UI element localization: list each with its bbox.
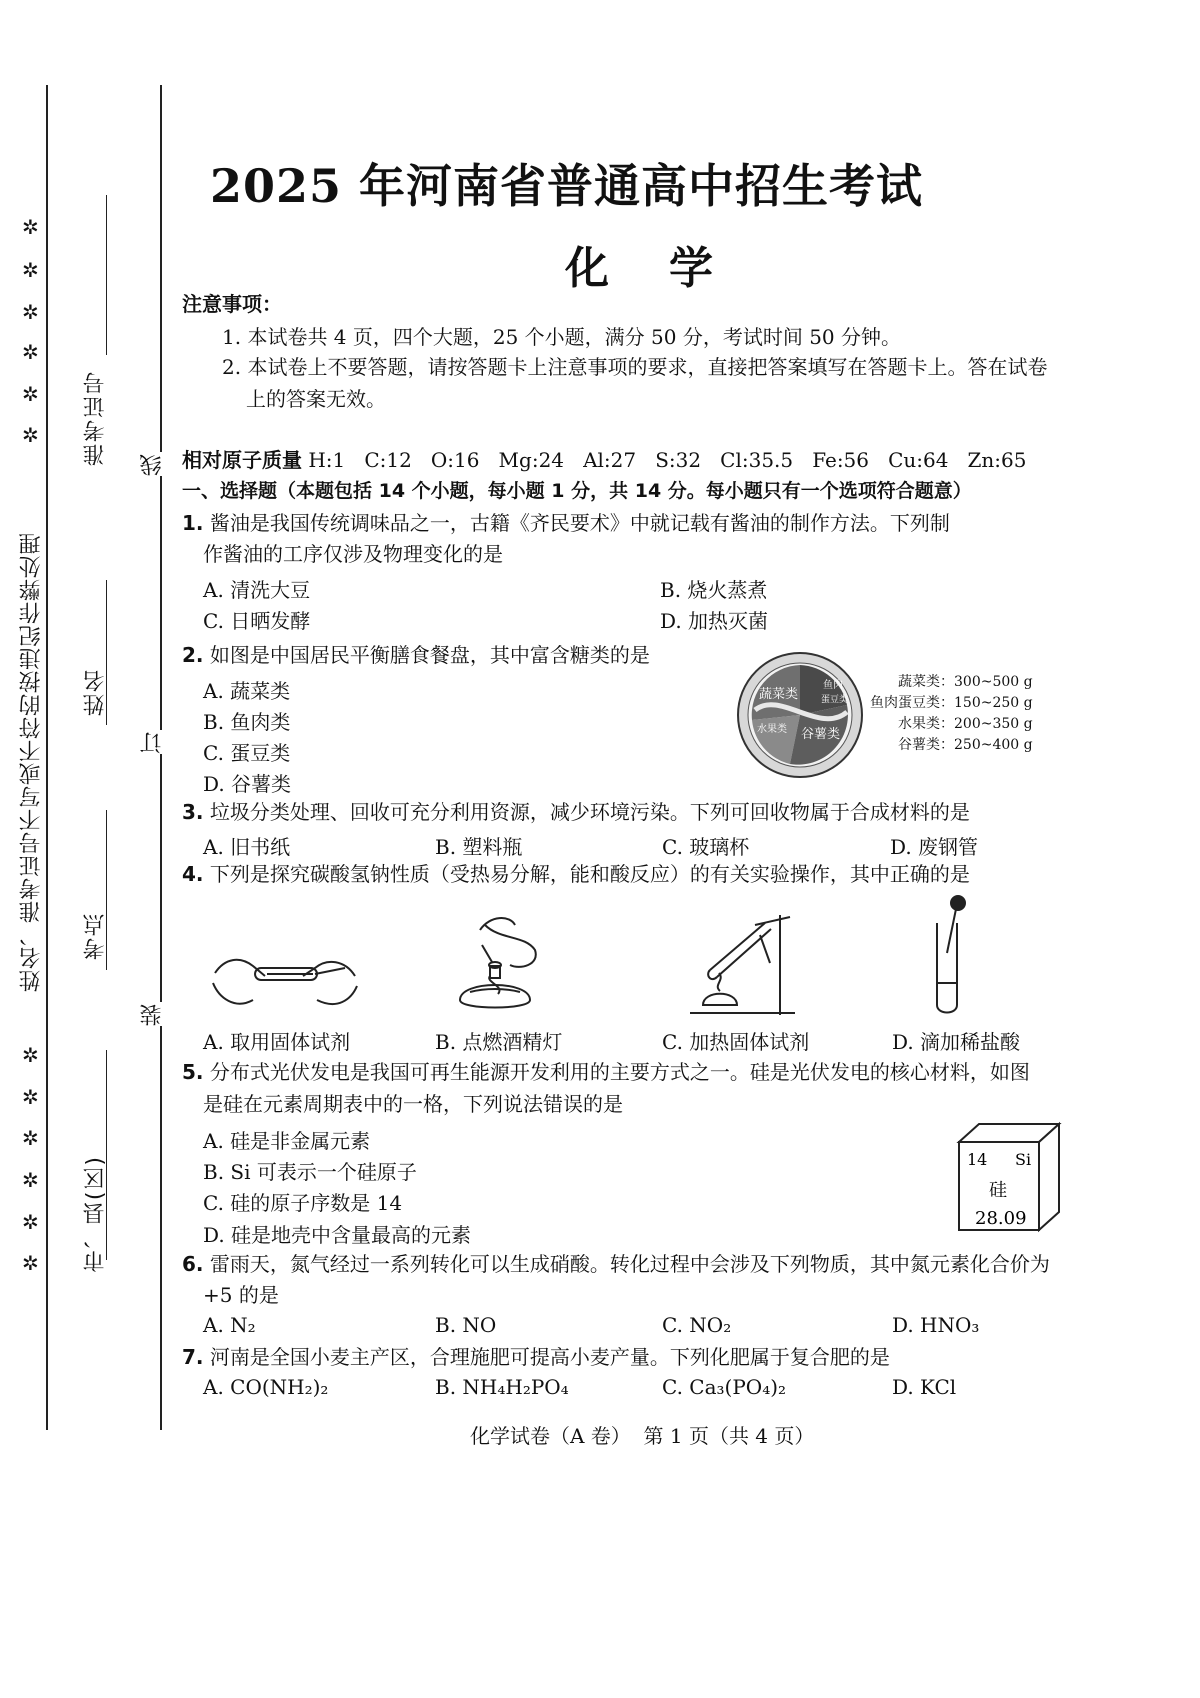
plate-label-veg: 蔬菜类 xyxy=(759,687,799,702)
q2-option-d[interactable]: D. 谷薯类 xyxy=(203,772,292,796)
notes-item-2b: 上的答案无效。 xyxy=(246,387,386,411)
q5-option-c[interactable]: C. 硅的原子序数是 14 xyxy=(203,1191,403,1215)
q1-number: 1. xyxy=(182,511,204,535)
plate-legend-item: 鱼肉蛋豆类：150~250 g xyxy=(870,695,1033,711)
q2-number: 2. xyxy=(182,643,204,667)
q5-stem-b: 是硅在元素周期表中的一格，下列说法错误的是 xyxy=(203,1092,623,1116)
q7-option-d[interactable]: D. KCl xyxy=(892,1375,957,1399)
q6-number: 6. xyxy=(182,1252,204,1276)
silicon-name: 硅 xyxy=(989,1180,1007,1201)
q5-option-a[interactable]: A. 硅是非金属元素 xyxy=(203,1129,371,1153)
silicon-atomic-number: 14 xyxy=(967,1150,988,1169)
balanced-diet-plate xyxy=(735,650,865,780)
star-icon: ✲ xyxy=(22,1126,39,1150)
notes-item-2a: 2. 本试卷上不要答题，请按答题卡上注意事项的要求，直接把答案填写在答题卡上。答在试卷 xyxy=(222,355,1048,379)
q7-stem xyxy=(182,1340,890,1374)
q4-option-b[interactable]: B. 点燃酒精灯 xyxy=(435,1030,563,1054)
q5-stem-a xyxy=(182,1055,1030,1089)
q4-illustration-d xyxy=(925,893,975,1018)
field-ticket-line[interactable] xyxy=(106,195,107,355)
atomic-mass-values: H:1 C:12 O:16 Mg:24 Al:27 S:32 Cl:35.5 Fe:56 Cu:64 Zn:65 xyxy=(308,448,1027,472)
q3-stem-text: 垃圾分类处理、回收可充分利用资源，减少环境污染。下列可回收物属于合成材料的是 xyxy=(209,800,970,824)
q7-option-c[interactable]: C. Ca₃(PO₄)₂ xyxy=(662,1375,787,1399)
q7-option-b[interactable]: B. NH₄H₂PO₄ xyxy=(435,1375,569,1399)
field-ticket-label: 准考证号 xyxy=(83,370,108,466)
star-icon: ✲ xyxy=(22,1168,39,1192)
plate-label-grain: 谷薯类 xyxy=(801,727,841,742)
q3-option-d[interactable]: D. 废钢管 xyxy=(890,835,979,859)
q4-illustration-a xyxy=(205,938,365,1018)
q4-illustration-b xyxy=(440,910,560,1020)
cheating-warning: 姓名、准考证号不写或不符的按违纪作弊处理 xyxy=(19,532,44,992)
star-icon: ✲ xyxy=(22,1210,39,1234)
q6-option-b[interactable]: B. NO xyxy=(435,1313,497,1337)
field-city-label: 市、县(区) xyxy=(83,1155,108,1273)
q6-option-a[interactable]: A. N₂ xyxy=(203,1313,256,1337)
q3-option-a[interactable]: A. 旧书纸 xyxy=(203,835,291,859)
q5-number: 5. xyxy=(182,1060,204,1084)
binding-mark-ding: 订 xyxy=(137,730,168,754)
section1-heading: 一、选择题（本题包括 14 个小题，每小题 1 分，共 14 分。每小题只有一个选项符合题意） xyxy=(182,480,972,502)
q7-option-a[interactable]: A. CO(NH₂)₂ xyxy=(203,1375,329,1399)
notes-item-1: 1. 本试卷共 4 页，四个大题，25 个小题，满分 50 分，考试时间 50 分钟。 xyxy=(222,325,902,349)
q1-stem-text: 酱油是我国传统调味品之一，古籍《齐民要术》中就记载有酱油的制作方法。下列制 xyxy=(209,511,950,535)
q5-option-b[interactable]: B. Si 可表示一个硅原子 xyxy=(203,1160,417,1184)
q5-option-d[interactable]: D. 硅是地壳中含量最高的元素 xyxy=(203,1223,472,1247)
q2-stem xyxy=(182,638,650,672)
plate-legend xyxy=(870,672,1033,756)
q1-stem-a xyxy=(182,506,950,540)
silicon-atomic-mass: 28.09 xyxy=(975,1208,1027,1229)
q6-stem-a xyxy=(182,1247,1050,1281)
q3-option-b[interactable]: B. 塑料瓶 xyxy=(435,835,523,859)
q2-option-c[interactable]: C. 蛋豆类 xyxy=(203,741,291,765)
q7-number: 7. xyxy=(182,1345,204,1369)
silicon-periodic-cell xyxy=(955,1120,1065,1235)
field-site-line[interactable] xyxy=(106,810,107,970)
plate-legend-item: 谷薯类：250~400 g xyxy=(898,737,1033,753)
q6-stem-text: 雷雨天，氮气经过一系列转化可以生成硝酸。转化过程中会涉及下列物质，其中氮元素化合价为 xyxy=(209,1252,1050,1276)
q2-option-a[interactable]: A. 蔬菜类 xyxy=(203,679,291,703)
star-icon: ✲ xyxy=(22,382,39,406)
field-name-label: 姓名 xyxy=(83,668,108,716)
atomic-mass-row xyxy=(182,443,1026,477)
q1-option-c[interactable]: C. 日晒发酵 xyxy=(203,609,311,633)
plate-label-meat: 鱼肉 xyxy=(823,680,843,691)
plate-legend-item: 水果类：200~350 g xyxy=(898,716,1033,732)
q1-option-b[interactable]: B. 烧火蒸煮 xyxy=(660,578,768,602)
q1-stem-b: 作酱油的工序仅涉及物理变化的是 xyxy=(203,542,503,566)
q4-illustration-c xyxy=(685,905,805,1020)
plate-label-egg: 蛋豆类 xyxy=(821,695,849,705)
star-icon: ✲ xyxy=(22,340,39,364)
exam-title: 2025 年河南省普通高中招生考试 xyxy=(210,159,924,213)
star-icon: ✲ xyxy=(22,300,39,324)
star-icon: ✲ xyxy=(22,1043,39,1067)
q5-stem-text: 分布式光伏发电是我国可再生能源开发利用的主要方式之一。硅是光伏发电的核心材料，如图 xyxy=(209,1060,1030,1084)
q7-stem-text: 河南是全国小麦主产区，合理施肥可提高小麦产量。下列化肥属于复合肥的是 xyxy=(209,1345,890,1369)
q4-stem xyxy=(182,857,970,891)
q4-option-a[interactable]: A. 取用固体试剂 xyxy=(203,1030,351,1054)
q1-option-d[interactable]: D. 加热灭菌 xyxy=(660,609,769,633)
q4-option-c[interactable]: C. 加热固体试剂 xyxy=(662,1030,810,1054)
page-footer: 化学试卷（A 卷） 第 1 页（共 4 页） xyxy=(470,1424,815,1448)
star-icon: ✲ xyxy=(22,258,39,282)
star-icon: ✲ xyxy=(22,215,39,239)
binding-line-inner xyxy=(160,85,162,1430)
q2-option-b[interactable]: B. 鱼肉类 xyxy=(203,710,291,734)
silicon-symbol: Si xyxy=(1015,1150,1032,1169)
q6-option-d[interactable]: D. HNO₃ xyxy=(892,1313,980,1337)
q4-number: 4. xyxy=(182,862,204,886)
notes-heading: 注意事项： xyxy=(182,292,282,316)
star-icon: ✲ xyxy=(22,423,39,447)
binding-mark-xian: 线 xyxy=(137,452,168,476)
subject-title: 化学 xyxy=(565,243,773,294)
field-site-label: 考点 xyxy=(83,912,108,960)
plate-label-fruit: 水果类 xyxy=(757,724,787,735)
plate-legend-item: 蔬菜类：300~500 g xyxy=(898,674,1033,690)
binding-mark-zhuang: 装 xyxy=(137,1002,168,1026)
q1-option-a[interactable]: A. 清洗大豆 xyxy=(203,578,311,602)
star-icon: ✲ xyxy=(22,1085,39,1109)
q2-stem-text: 如图是中国居民平衡膳食餐盘，其中富含糖类的是 xyxy=(209,643,650,667)
field-name-line[interactable] xyxy=(106,580,107,725)
star-icon: ✲ xyxy=(22,1251,39,1275)
atomic-mass-label: 相对原子质量 xyxy=(182,448,302,472)
q4-option-d[interactable]: D. 滴加稀盐酸 xyxy=(892,1030,1021,1054)
q3-option-c[interactable]: C. 玻璃杯 xyxy=(662,835,750,859)
q4-stem-text: 下列是探究碳酸氢钠性质（受热易分解，能和酸反应）的有关实验操作，其中正确的是 xyxy=(209,862,970,886)
q3-number: 3. xyxy=(182,800,204,824)
q6-option-c[interactable]: C. NO₂ xyxy=(662,1313,732,1337)
q6-stem-b: +5 的是 xyxy=(203,1283,279,1307)
q3-stem xyxy=(182,795,970,829)
field-city-line[interactable] xyxy=(106,1050,107,1260)
